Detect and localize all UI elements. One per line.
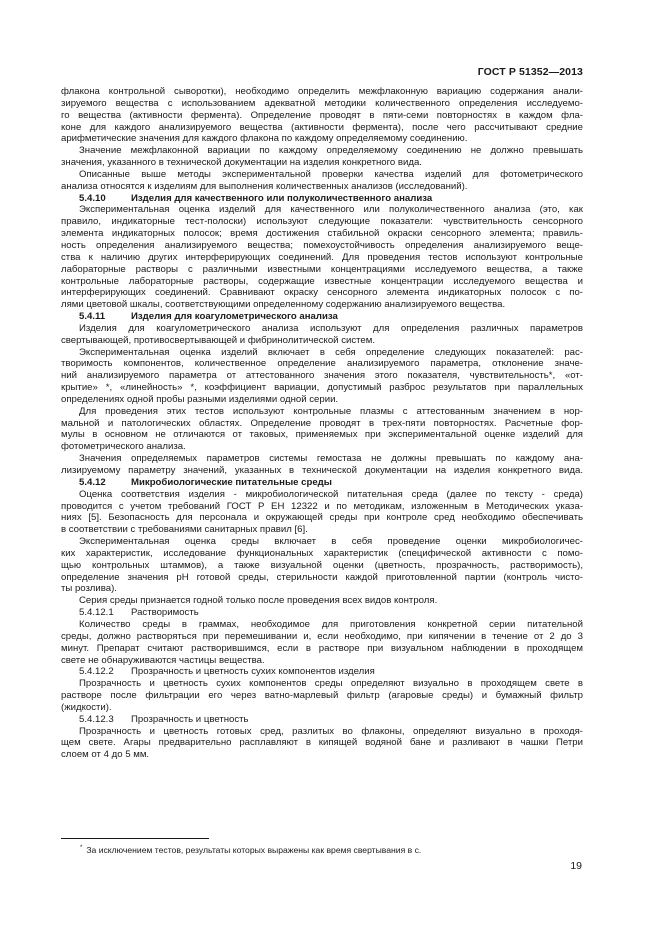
text-line: ства к наличию других интерферирующих соединений. Для проведения тестов используют контрольные [61, 251, 583, 263]
text-line: Серия среды признается годной только после проведения всех видов контроля. [79, 595, 438, 607]
section-title: Изделия для качественного или полуколичественного анализа [131, 192, 433, 204]
subsection-number: 5.4.12.1 [79, 607, 114, 619]
text-line: Описанные выше методы экспериментальной проверки качества изделий для фотометрического [79, 168, 583, 180]
section-number: 5.4.10 [79, 192, 106, 204]
footnote-divider [61, 838, 209, 839]
text-line: растворе после фильтрации его через ватно-марлевый фильтр (агаровые среды) и бумажный фильтр [61, 690, 583, 702]
text-line: Значения определяемых параметров системы гемостаза не должны превышать по каждому ана- [79, 453, 583, 465]
subsection-title: Прозрачность и цветность сухих компонентов изделия [131, 666, 375, 678]
section-number: 5.4.12 [79, 476, 106, 488]
text-line: минут. Препарат считают растворившимся, если в растворе при визуальном наблюдении в проходящем [61, 642, 583, 654]
text-line [61, 607, 583, 619]
page-number: 19 [570, 860, 582, 872]
text-line: элемента индикаторных полосок; время достижения стабильной окраски сенсорного элемента; правиль- [61, 228, 583, 240]
text-line: мулы в основном не отличаются от таковых, применяемых при экспериментальной оценке изделий для [61, 429, 583, 441]
text-line: Прозрачность и цветность сухих компонентов среды определяют визуально в проходящем свете в [79, 678, 583, 690]
text-line: мальной и патологических областях. Определение проводят в трех-пяти повторностях. Расчетные фор- [61, 417, 583, 429]
text-line: в соответствии с требованиями санитарных правил [6]. [61, 524, 308, 536]
text-line: свертывающей, противосвертывающей и фибринолитической систем. [61, 334, 376, 346]
text-line: ты розлива). [61, 583, 117, 595]
section-heading [61, 193, 583, 205]
text-line: определениях одной пробы разными изделиями одной серии. [61, 393, 339, 405]
text-line: Экспериментальная оценка среды включает в себя проведение оценки микробиологичес- [79, 536, 583, 548]
subsection-title: Прозрачность и цветность [131, 713, 249, 725]
text-line: Для проведения этих тестов используют контрольные плазмы с аттестованным значением в нор- [79, 405, 583, 417]
text-line: лями цветовой шкалы, соответствующими определенному содержанию анализируемого вещества. [61, 299, 506, 311]
text-line: Прозрачность и цветность готовых сред, разлитых во флаконы, определяют визуально в проходя- [79, 725, 583, 737]
text-line: определение значения рН готовой среды, стерильности каждой приготовленной партии (контроль чисто- [61, 571, 583, 583]
text-line: коне для каждого анализируемого вещества (активности фермента), после чего рассчитывают средние [61, 121, 583, 133]
text-line: го вещества (активности фермента). Определение проводят в пяти-семи повторностях в каждом фла- [61, 109, 583, 121]
footnote-text: За исключением тестов, результаты которых выражены как время свертывания в с. [86, 845, 422, 855]
text-line: Экспериментальная оценка изделий для качественного или полуколичественного анализа (это, как [79, 204, 583, 216]
text-line: лабораторные растворы с различными известными концентрациями исследуемого вещества, а также [61, 263, 583, 275]
text-line: проводится с учетом требований ГОСТ Р ЕН 12322 и по методикам, изложенным в Методических указа- [61, 500, 583, 512]
body-text [61, 86, 583, 761]
text-line: интерферирующих соединений. Сравнивают окраску сенсорного элемента индикаторных полосок с по- [61, 287, 583, 299]
text-line: среды, должно растворяться при перемешивании и, если необходимо, при кипячении в течение от 2 до 3 [61, 630, 583, 642]
text-line: щем свете. Агары предварительно расплавляют в кипящей водяной бане и разливают в чашки Петри [61, 737, 583, 749]
text-line: Изделия для коагулометрического анализа используют для определения различных параметров [79, 322, 583, 334]
section-heading [61, 311, 583, 323]
section-number: 5.4.11 [79, 311, 106, 323]
text-line: крытие» *, «линейность» *, коэффициент вариации, допустимый разброс результатов при параллельных [61, 382, 583, 394]
subsection-number: 5.4.12.2 [79, 666, 114, 678]
text-line: правило, индикаторные тест-полоски) используют следующие показатели: чувствительность сенсорного [61, 216, 583, 228]
text-line: творимость компонентов, количественное определение анализируемого параметра, отклонение значе- [61, 358, 583, 370]
text-line: слоем от 4 до 5 мм. [61, 749, 150, 761]
text-line: флакона контрольной сыворотки), необходимо определить межфлаконную вариацию содержания анали- [61, 86, 583, 97]
text-line: ких характеристик, исследование функциональных характеристик (специфической активности с помо- [61, 547, 583, 559]
footnote [80, 845, 421, 855]
text-line [61, 666, 583, 678]
section-title: Изделия для коагулометрического анализа [131, 311, 338, 323]
subsection-number: 5.4.12.3 [79, 713, 114, 725]
text-line: ниях [5]. Безопасность для персонала и окружающей среды при контроле сред необходимо обеспечивать [61, 512, 583, 524]
text-line: Значение межфлаконной вариации по каждому определяемому соединению не должно превышать [79, 145, 583, 157]
text-line: (жидкости). [61, 701, 112, 713]
section-title: Микробиологические питательные среды [131, 476, 332, 488]
text-line: ность определения анализируемого вещества; помехоустойчивость определения анализируемого веще- [61, 239, 583, 251]
text-line: анализа относятся к изделиям для выполнения количественных анализов (исследований). [61, 180, 468, 192]
section-heading [61, 477, 583, 489]
text-line [61, 714, 583, 726]
text-line: фотометрического анализа. [61, 441, 186, 453]
text-line: арифметические значения для каждого флакона по каждому определяемому соединению. [61, 133, 468, 145]
text-line: щью контрольных штаммов), а также визуальной оценки (цветность, прозрачность, растворимость), [61, 559, 583, 571]
text-line: Количество среды в граммах, необходимое для приготовления конкретной серии питательной [79, 618, 583, 630]
text-line: ний анализируемого параметра от аттестованного значения этого показателя, чувствительность*, «от- [61, 370, 583, 382]
text-line: лизируемому параметру значений, указанных в технической документации на изделия конкретного вида. [61, 465, 583, 476]
footnote-mark: * [80, 845, 83, 852]
text-line: Оценка соответствия изделия - микробиологической питательная среда (далее по тексту - среда) [79, 488, 583, 500]
text-line: свете не обнаруживаются частицы вещества. [61, 654, 265, 666]
text-line: зируемого вещества с использованием адекватной методики количественного определения исследуемо- [61, 97, 583, 109]
text-line: значения, указанного в технической документации на изделия конкретного вида. [61, 157, 422, 169]
standard-header: ГОСТ Р 51352—2013 [477, 66, 583, 78]
text-line: Экспериментальная оценка изделий включает в себя определение следующих показателей: рас- [79, 346, 583, 358]
text-line: контрольные лабораторные растворы, содержащие известные концентрации исследуемого вещества и [61, 275, 583, 287]
subsection-title: Растворимость [131, 607, 199, 619]
